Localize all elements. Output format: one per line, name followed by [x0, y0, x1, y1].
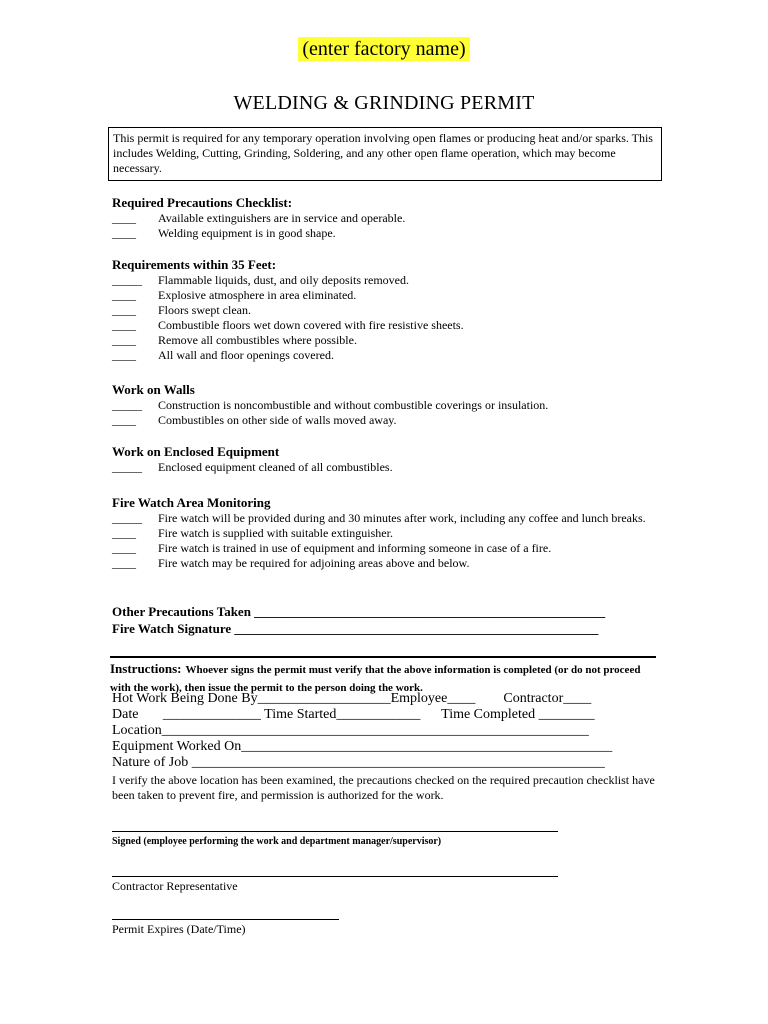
section-within-35-feet — [112, 256, 672, 363]
item-text: Remove all combustibles where possible. — [158, 333, 357, 347]
checkbox-blank[interactable]: ____ — [112, 303, 136, 317]
expires-line[interactable] — [112, 919, 339, 920]
checkbox-blank[interactable]: ____ — [112, 288, 136, 302]
expires-caption: Permit Expires (Date/Time) — [112, 922, 246, 936]
factory-name — [0, 38, 768, 61]
item-text: Flammable liquids, dust, and oily deposits removed. — [158, 273, 409, 287]
checklist-item — [112, 318, 672, 333]
item-text: Floors swept clean. — [158, 303, 251, 317]
item-text: Available extinguishers are in service and operable. — [158, 211, 406, 225]
section-heading: Work on Enclosed Equipment — [112, 444, 280, 459]
checklist-item — [112, 211, 672, 226]
section-precautions — [112, 194, 672, 241]
instructions-text: Whoever signs the permit must verify that the above information is completed (or do not proceed with the work), then issue the permit to the person doing the work. — [110, 664, 641, 694]
checklist-item — [112, 288, 672, 303]
item-text: Enclosed equipment cleaned of all combustibles. — [158, 460, 393, 474]
equipment-line[interactable]: Equipment Worked On_____________________________________________________ — [112, 739, 613, 754]
checkbox-blank[interactable]: _____ — [112, 511, 142, 525]
item-text: Construction is noncombustible and without combustible coverings or insulation. — [158, 398, 549, 412]
checklist-item — [112, 398, 672, 413]
checklist-item — [112, 541, 672, 556]
checklist-item — [112, 556, 672, 571]
other-precautions-line[interactable]: Other Precautions Taken ______________________________________________________ — [112, 604, 606, 619]
checkbox-blank[interactable]: _____ — [112, 460, 142, 474]
checkbox-blank[interactable]: ____ — [112, 541, 136, 555]
item-text: Fire watch will be provided during and 30 minutes after work, including any coffee and lunch breaks. — [158, 511, 646, 525]
checkbox-blank[interactable]: ____ — [112, 556, 136, 570]
hot-work-line[interactable]: Hot Work Being Done By___________________Employee____ Contractor____ — [112, 691, 592, 706]
item-text: Fire watch is supplied with suitable extinguisher. — [158, 526, 393, 540]
section-heading: Requirements within 35 Feet: — [112, 257, 277, 272]
checkbox-blank[interactable]: _____ — [112, 398, 142, 412]
checklist-item — [112, 511, 672, 526]
intro-box: This permit is required for any temporary operation involving open flames or producing heat and/or sparks. This includes Welding, Cutting, Grinding, Soldering, and any other open flame operation, which may become necessary. — [108, 127, 662, 181]
checklist-item — [112, 333, 672, 348]
section-fire-watch — [112, 494, 672, 571]
checkbox-blank[interactable]: ____ — [112, 333, 136, 347]
checkbox-blank[interactable]: ____ — [112, 211, 136, 225]
signature-line[interactable] — [112, 831, 558, 832]
contractor-signature-line[interactable] — [112, 876, 558, 877]
section-heading: Work on Walls — [112, 382, 195, 397]
checklist-item — [112, 303, 672, 318]
instructions-label: Instructions: — [110, 661, 182, 676]
fire-watch-signature-line[interactable]: Fire Watch Signature ________________________________________________________ — [112, 621, 599, 636]
section-heading: Fire Watch Area Monitoring — [112, 495, 271, 510]
checklist-item — [112, 348, 672, 363]
factory-name-highlight: (enter factory name) — [298, 37, 469, 61]
nature-of-job-line[interactable]: Nature of Job ___________________________________________________________ — [112, 755, 605, 770]
checkbox-blank[interactable]: ____ — [112, 318, 136, 332]
verification-statement: I verify the above location has been examined, the precautions checked on the required precaution checklist have been taken to prevent fire, and permission is authorized for the work. — [112, 773, 655, 802]
checkbox-blank[interactable]: ____ — [112, 526, 136, 540]
checkbox-blank[interactable]: ____ — [112, 413, 136, 427]
item-text: Combustibles on other side of walls moved away. — [158, 413, 397, 427]
instructions-block — [110, 656, 656, 696]
checklist-item — [112, 413, 672, 428]
permit-title: WELDING & GRINDING PERMIT — [233, 92, 535, 114]
item-text: Explosive atmosphere in area eliminated. — [158, 288, 357, 302]
checkbox-blank[interactable]: ____ — [112, 348, 136, 362]
item-text: Fire watch may be required for adjoining areas above and below. — [158, 556, 470, 570]
item-text: All wall and floor openings covered. — [158, 348, 334, 362]
checkbox-blank[interactable]: ____ — [112, 226, 136, 240]
checklist-item — [112, 526, 672, 541]
section-heading: Required Precautions Checklist: — [112, 195, 293, 210]
checklist-item — [112, 460, 672, 475]
contractor-caption: Contractor Representative — [112, 879, 238, 893]
checkbox-blank[interactable]: _____ — [112, 273, 142, 287]
item-text: Fire watch is trained in use of equipment and informing someone in case of a fire. — [158, 541, 552, 555]
item-text: Welding equipment is in good shape. — [158, 226, 336, 240]
signed-caption: Signed (employee performing the work and department manager/supervisor) — [112, 836, 442, 847]
section-work-on-walls — [112, 381, 672, 428]
item-text: Combustible floors wet down covered with fire resistive sheets. — [158, 318, 464, 332]
checklist-item — [112, 273, 672, 288]
checklist-item — [112, 226, 672, 241]
location-line[interactable]: Location_____________________________________________________________ — [112, 723, 589, 738]
section-enclosed-equipment — [112, 443, 672, 475]
date-time-line[interactable]: Date ______________ Time Started____________ Time Completed ________ — [112, 707, 595, 722]
